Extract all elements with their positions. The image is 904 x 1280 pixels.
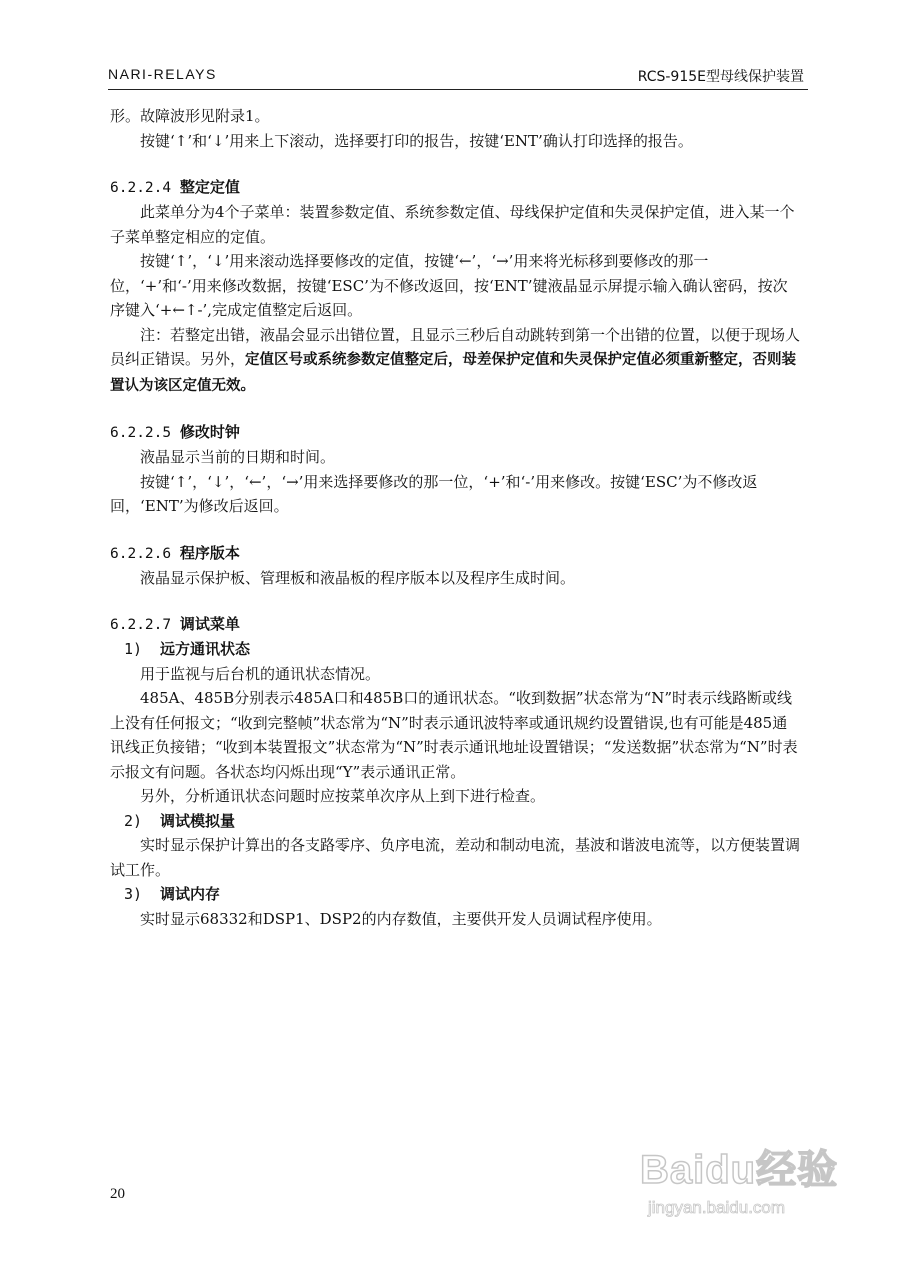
list-item-title: 调试模拟量 xyxy=(160,811,236,830)
list-item-heading xyxy=(124,637,800,662)
section-heading-6-2-2-7 xyxy=(110,612,800,637)
section-heading-6-2-2-6 xyxy=(110,541,800,566)
section-number: 6.2.2.5 xyxy=(110,425,172,441)
paragraph: 485A、485B分别表示485A口和485B口的通讯状态。“收到数据”状态常为“N”时表示线路断或线上没有任何报文；“收到完整帧”状态常为“N”时表示通讯波特率或通讯规约设置错误,也有可能是485通讯线正负接错；“收到本装置报文”状态常为“N”时表示通讯地址设置错误；“发送数据”状态常为“N”时表示报文有问题。各状态均闪烁出现“Y”表示通讯正常。 xyxy=(110,689,798,781)
section-heading-6-2-2-5 xyxy=(110,420,800,445)
section-title: 修改时钟 xyxy=(179,423,240,441)
section-title: 整定定值 xyxy=(179,178,240,196)
section-number: 6.2.2.6 xyxy=(110,545,172,562)
list-item-number: 2) xyxy=(124,811,143,830)
paragraph: 另外，分析通讯状态问题时应按菜单次序从上到下进行检查。 xyxy=(140,787,546,805)
section-title: 调试菜单 xyxy=(179,615,240,633)
paragraph: 用于监视与后台机的通讯状态情况。 xyxy=(140,664,381,683)
list-item-title: 调试内存 xyxy=(160,885,221,903)
paragraph: 液晶显示当前的日期和时间。 xyxy=(140,448,336,466)
note-text: 注：若整定出错，液晶会显示出错位置，且显示三秒后自动跳转到第一个出错的位置，以便于现场人员纠正错误。另外， xyxy=(110,325,801,368)
list-item-title: 远方通讯状态 xyxy=(160,640,251,658)
paragraph: 实时显示68332和DSP1、DSP2的内存数值，主要供开发人员调试程序使用。 xyxy=(140,909,662,928)
paragraph: 按键‘↑’，‘↓’，‘←’，‘→’用来选择要修改的那一位，‘+’和‘-’用来修改。按键‘ESC’为不修改返回，‘ENT’为修改后返回。 xyxy=(110,472,758,515)
list-item-number: 3) xyxy=(124,885,143,903)
paragraph: 此菜单分为4个子菜单：装置参数定值、系统参数定值、母线保护定值和失灵保护定值，进入某一个子菜单整定相应的定值。 xyxy=(110,203,795,246)
header-document-title: RCS-915E型母线保护装置 xyxy=(637,69,804,85)
page-number: 20 xyxy=(110,1186,125,1202)
paragraph: 按键‘↑’，‘↓’用来滚动选择要修改的定值，按键‘←’，‘→’用来将光标移到要修改的那一位，‘+’和‘-’用来修改数据，按键‘ESC’为不修改返回，按‘ENT’键液晶显示屏提示输入确认密码，按次序键入‘+←↑-’,完成定值整定后返回。 xyxy=(110,252,788,319)
paragraph: 按键‘↑’和‘↓’用来上下滚动，选择要打印的报告，按键‘ENT’确认打印选择的报告。 xyxy=(140,131,693,150)
paragraph: 实时显示保护计算出的各支路零序、负序电流，差动和制动电流，基波和谐波电流等，以方便装置调试工作。 xyxy=(110,836,801,879)
note-paragraph xyxy=(110,323,800,399)
list-item-heading xyxy=(124,882,800,907)
page-content xyxy=(110,104,800,931)
section-title: 程序版本 xyxy=(179,543,240,562)
list-item-heading xyxy=(124,809,800,834)
section-number: 6.2.2.7 xyxy=(110,617,172,633)
paragraph: 液晶显示保护板、管理板和液晶板的程序版本以及程序生成时间。 xyxy=(140,568,576,587)
header-divider xyxy=(108,89,808,90)
watermark xyxy=(640,1128,880,1238)
paragraph: 形。故障波形见附录1。 xyxy=(110,107,270,125)
baidu-watermark-logo: Baidu经验 xyxy=(640,1148,839,1192)
section-heading-6-2-2-4 xyxy=(110,175,800,200)
header-company: NARI-RELAYS xyxy=(108,66,217,82)
section-number: 6.2.2.4 xyxy=(110,180,172,196)
watermark-url: jingyan.baidu.com xyxy=(648,1198,786,1217)
note-warning: 定值区号或系统参数定值整定后，母差保护定值和失灵保护定值必须重新整定，否则装置认为该区定值无效。 xyxy=(110,352,797,394)
list-item-number: 1) xyxy=(124,640,143,658)
